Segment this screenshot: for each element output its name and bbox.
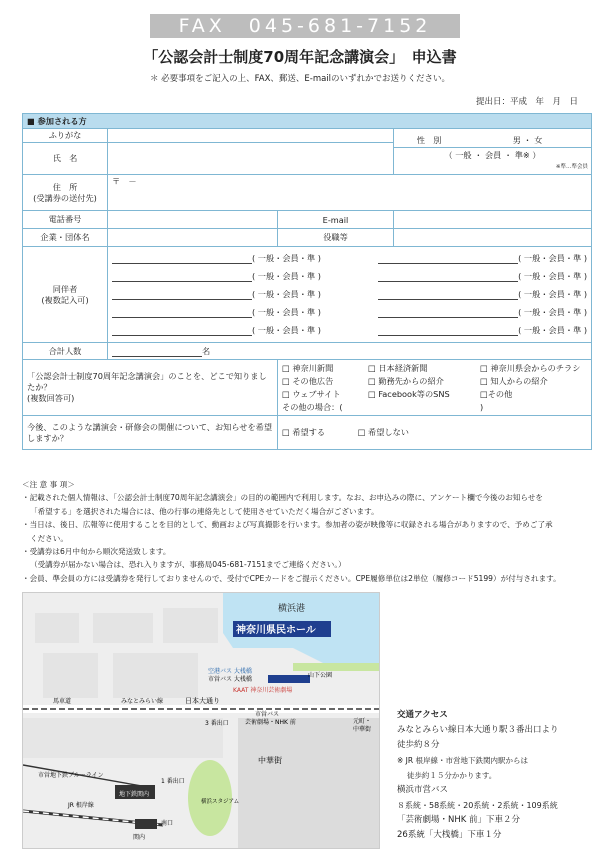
opt-website[interactable]: □ ウェブサイト <box>282 388 341 399</box>
access-line-1: みなとみらい線日本大通り駅３番出口より <box>397 725 559 735</box>
map-chukagai-st: 中華街 <box>353 726 372 733</box>
companion-row <box>112 322 587 340</box>
total-line <box>112 347 202 357</box>
total-field[interactable] <box>108 343 592 360</box>
email-label: E-mail <box>278 211 394 229</box>
map-port: 横浜港 <box>278 604 306 614</box>
access-title: 交通アクセス <box>397 710 448 720</box>
map-hall: 神奈川県民ホール <box>236 625 316 636</box>
map-jr: JR 根岸線 <box>68 802 94 809</box>
notes-section <box>22 478 594 585</box>
gender-select[interactable]: 男 ・ 女 <box>512 134 543 145</box>
note-1: ・記載された個人情報は、「公認会計士制度70周年記念講演会」の目的の範囲内で利用します。なお、お申込みの際に、アンケート欄で今後のお知らせを <box>22 493 543 503</box>
how-options <box>278 360 592 416</box>
application-form <box>22 113 592 450</box>
companion-entry[interactable] <box>112 271 321 282</box>
note-5: ・受講券は6月中旬から順次発送致します。 <box>22 547 171 557</box>
opt-employer[interactable]: □ 勤務先からの紹介 <box>368 375 444 386</box>
companion-entry[interactable] <box>112 325 321 336</box>
companion-line <box>112 326 252 336</box>
companion-entry[interactable] <box>378 253 587 264</box>
access-map <box>22 592 380 849</box>
note-6: （受講券が届かない場合は、恐れ入りますが、事務局045-681-7151までご連絡ください。） <box>30 560 346 570</box>
companion-line <box>378 326 518 336</box>
opt-nikkei[interactable]: □ 日本経済新聞 <box>368 362 428 373</box>
opt-flyer[interactable]: □ 神奈川県会からのチラシ <box>480 362 581 373</box>
companion-row <box>112 250 587 268</box>
phone-field[interactable] <box>108 211 278 229</box>
companions-label <box>23 247 108 343</box>
companion-category: ( 一般・会員・準 ) <box>518 271 588 281</box>
companion-category: ( 一般・会員・準 ) <box>252 307 321 317</box>
map-station1: 日本大通り <box>185 697 220 705</box>
companion-entry[interactable] <box>112 289 321 300</box>
map-line1: みなとみらい線 <box>121 698 164 705</box>
company-label: 企業・団体名 <box>23 229 108 247</box>
position-field[interactable] <box>394 229 592 247</box>
map-south: 南口 <box>161 820 174 827</box>
companion-line <box>112 290 252 300</box>
companion-category: ( 一般・会員・準 ) <box>518 325 588 335</box>
access-line-4: 徒歩約１５分かかります。 <box>397 771 497 780</box>
position-label: 役職等 <box>278 229 394 247</box>
map-chinatown: 中華街 <box>258 756 282 765</box>
category-note: ※準…準会員 <box>555 164 589 170</box>
address-text: 住 所 <box>52 181 78 192</box>
total-unit: 名 <box>202 345 211 356</box>
fax-banner: FAX 045-681-7152 <box>150 14 460 38</box>
access-line-2: 徒歩約８分 <box>397 740 440 750</box>
companion-category: ( 一般・会員・準 ) <box>252 271 321 281</box>
furigana-field[interactable] <box>108 129 394 143</box>
map-kaat: KAAT 神奈川芸術劇場 <box>233 687 293 694</box>
companion-line <box>112 254 252 264</box>
name-field[interactable] <box>108 143 394 175</box>
access-line-7: 「芸術劇場・NHK 前」下車２分 <box>397 815 521 825</box>
companion-line <box>378 272 518 282</box>
section-header: ■ 参加される方 <box>23 114 592 129</box>
opt-sns[interactable]: □ Facebook等のSNS <box>368 388 450 399</box>
opt-other-ad[interactable]: □ その他広告 <box>282 375 334 386</box>
how-q-text: 「公認会計士制度70周年記念講演会」のことを、どこで知りましたか？ <box>27 371 267 392</box>
how-q-sub: (複数回答可) <box>27 393 75 403</box>
companion-category: ( 一般・会員・準 ) <box>252 325 321 335</box>
opt-yes[interactable]: □ 希望する <box>282 427 326 437</box>
map-park: 山下公園 <box>308 672 333 679</box>
name-label: 氏 名 <box>23 143 108 175</box>
companion-entry[interactable] <box>112 307 321 318</box>
companion-entry[interactable] <box>112 253 321 264</box>
map-svg <box>23 593 379 848</box>
map-kannai: 関内 <box>133 834 146 841</box>
companion-entry[interactable] <box>378 325 587 336</box>
furigana-label: ふりがな <box>23 129 108 143</box>
opt-acquaintance[interactable]: □ 知人からの紹介 <box>480 375 548 386</box>
form-title: 「公認会計士制度70周年記念講演会」 申込書 <box>143 48 457 66</box>
companion-line <box>378 254 518 264</box>
companion-entry[interactable] <box>378 289 587 300</box>
address-label <box>23 175 108 211</box>
companion-category: ( 一般・会員・準 ) <box>252 289 321 299</box>
access-line-3: ※ JR 根岸線・市営地下鉄関内駅からは <box>397 756 528 765</box>
postal-mark: 〒 － <box>112 176 137 186</box>
category-select[interactable]: （ 一般 ・ 会員 ・ 準※ ） <box>444 150 541 160</box>
address-field[interactable] <box>108 175 592 211</box>
companion-line <box>378 308 518 318</box>
companion-entry[interactable] <box>378 271 587 282</box>
map-kannai-sub: 地下鉄関内 <box>119 791 150 798</box>
companion-category: ( 一般・会員・準 ) <box>518 307 588 317</box>
future-options <box>278 416 592 450</box>
phone-label: 電話番号 <box>23 211 108 229</box>
opt-no[interactable]: □ 希望しない <box>357 427 409 437</box>
access-line-8: 26系統「大桟橋」下車１分 <box>397 830 502 840</box>
access-line-5: 横浜市営バス <box>397 785 449 795</box>
companion-row <box>112 304 587 322</box>
companion-line <box>378 290 518 300</box>
how-question <box>23 360 278 416</box>
map-basha: 馬車道 <box>53 698 72 705</box>
email-field[interactable] <box>394 211 592 229</box>
access-line-6: ８系統・58系統・20系統・2系統・109系統 <box>397 801 558 810</box>
opt-other[interactable]: □その他 <box>480 388 513 399</box>
map-blue: 市営地下鉄ブルーライン <box>38 772 104 779</box>
company-field[interactable] <box>108 229 278 247</box>
map-stadium: 横浜スタジアム <box>201 799 240 805</box>
note-7: ・会員、準会員の方には受講券を発行しておりませんので、受付でCPEカードをご提示ください。CPE履修単位は2単位（履修コード5199）が付与されます。 <box>22 573 561 583</box>
address-sub: (受講券の送付先) <box>33 192 97 203</box>
map-bus4: 芸術劇場・NHK 前 <box>245 719 296 726</box>
companions-text: 同伴者 <box>52 283 78 294</box>
future-question: 今後、このような講演会・研修会の開催について、お知らせを希望しますか？ <box>23 416 278 450</box>
companion-line <box>112 308 252 318</box>
map-exit3: 3 番出口 <box>205 720 229 727</box>
note-3: ・当日は、後日、広報等に使用することを目的として、動画および写真撮影を行います。参加者の姿が映像等に収録される場合がありますので、予めご了承 <box>22 520 553 530</box>
companion-category: ( 一般・会員・準 ) <box>518 289 588 299</box>
gender-label: 性 別 <box>416 134 442 145</box>
companion-row <box>112 268 587 286</box>
other-case-label: その他の場合：( <box>282 401 343 412</box>
access-info <box>397 708 597 843</box>
companion-row <box>112 286 587 304</box>
companion-category: ( 一般・会員・準 ) <box>518 253 588 263</box>
note-4: ください。 <box>30 533 68 543</box>
map-motomachi: 元町・ <box>353 718 372 725</box>
map-bus2: 市営バス 大桟橋 <box>208 676 252 683</box>
opt-kanagawa-newspaper[interactable]: □ 神奈川新聞 <box>282 362 334 373</box>
map-bus1: 空港バス 大桟橋 <box>208 668 252 675</box>
form-subtitle: ＊ 必要事項をご記入の上、FAX、郵送、E-mailのいずれかでお送りください。 <box>149 74 451 84</box>
companion-line <box>112 272 252 282</box>
submit-date: 提出日：平成 年 月 日 <box>475 97 578 107</box>
map-bus3: 市営バス <box>255 711 280 718</box>
companions-sub: (複数記入可) <box>41 294 89 305</box>
companion-entry[interactable] <box>378 307 587 318</box>
map-exit1: 1 番出口 <box>161 778 185 785</box>
companion-list <box>112 250 587 340</box>
other-close: ) <box>480 401 484 412</box>
notes-head: ＜注 意 事 項＞ <box>22 480 75 489</box>
note-2: 「希望する」を選択された場合には、他の行事の連絡先として使用させていただく場合がございます。 <box>30 506 379 516</box>
total-label: 合計人数 <box>23 343 108 360</box>
companions-field[interactable] <box>108 247 592 343</box>
companion-category: ( 一般・会員・準 ) <box>252 253 321 263</box>
